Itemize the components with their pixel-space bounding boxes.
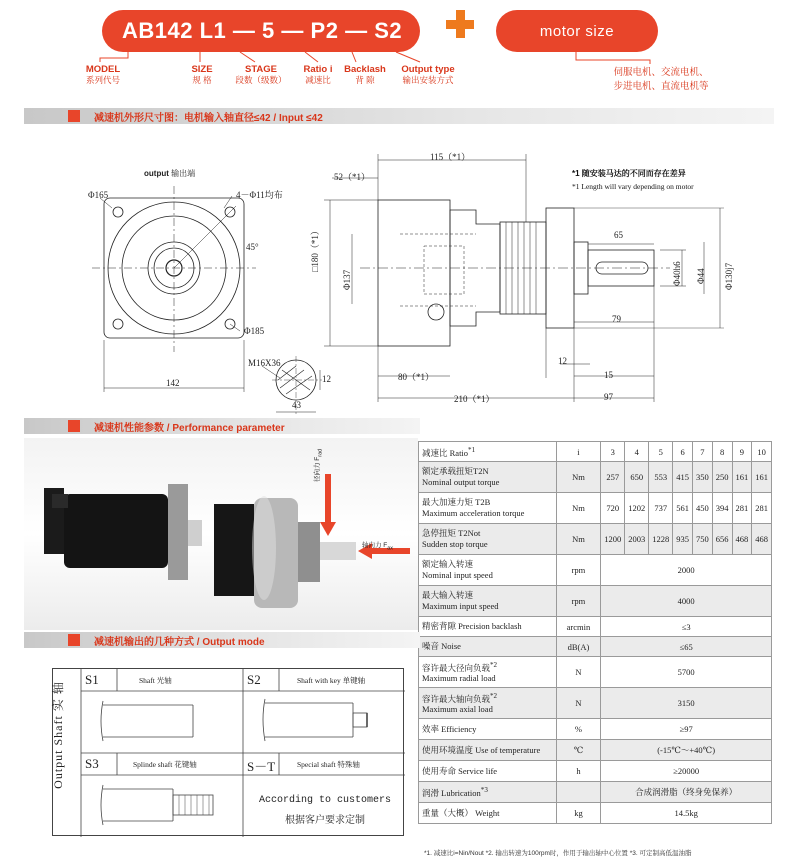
row-unit: N — [556, 688, 601, 719]
side-view — [324, 154, 724, 402]
performance-table — [418, 441, 772, 824]
value-cell: 257 — [601, 462, 625, 493]
tag-size — [182, 64, 222, 86]
row-label-cn: 最大输入转速 — [422, 590, 474, 600]
value-cell: 450 — [693, 493, 713, 524]
row-unit: Nm — [556, 493, 601, 524]
value-cell: ≤3 — [601, 617, 772, 637]
row-label-cn: 最大加速力矩 T2B — [422, 497, 491, 507]
ratio-cell: 8 — [712, 442, 732, 462]
value-cell: 281 — [752, 493, 772, 524]
value-cell: 5700 — [601, 657, 772, 688]
value-cell: 14.5kg — [601, 803, 772, 824]
value-cell: 468 — [732, 524, 752, 555]
value-cell: 250 — [712, 462, 732, 493]
radial-force-sub: rad — [317, 448, 324, 457]
section-title: 减速机输出的几种方式 / Output mode — [94, 636, 265, 648]
ratio-cell: 6 — [673, 442, 693, 462]
shaft-spline-icon — [101, 785, 213, 825]
table-row — [419, 586, 772, 617]
row-unit: dB(A) — [556, 637, 601, 657]
row-label-cn: 急停扭矩 T2Not — [422, 528, 481, 538]
dim-thread: M16X36 — [248, 358, 281, 368]
row-unit: kg — [556, 803, 601, 824]
output-label-en: output — [144, 169, 169, 178]
dim-d130: Φ130j7 — [724, 262, 734, 290]
row-label-en: Maximum axial load — [422, 704, 493, 715]
dim-80: 80（*1） — [398, 372, 435, 382]
row-label-en: Sudden stop torque — [422, 539, 488, 549]
value-cell: 2000 — [601, 555, 772, 586]
section-square-icon — [68, 634, 80, 646]
row-label — [419, 782, 557, 803]
table-row — [419, 493, 772, 524]
output-mode-table — [52, 668, 404, 836]
dim-sq180: □180（*1） — [310, 226, 320, 272]
desc-s3: Splinde shaft 花键轴 — [133, 760, 197, 769]
radial-force-label — [312, 449, 323, 482]
output-label — [144, 168, 195, 179]
row-label-en: Maximum acceleration torque — [422, 508, 525, 518]
custom-cn: 根据客户要求定制 — [285, 815, 365, 826]
row-label: 效率 Efficiency — [419, 719, 557, 740]
row-unit: Nm — [556, 462, 601, 493]
product-photo — [24, 438, 418, 630]
row-label-cn: 容许最大轴向负载 — [422, 693, 491, 704]
tag-cn: 系列代号 — [85, 75, 120, 85]
tag-ratio — [298, 64, 338, 86]
value-cell: 2003 — [625, 524, 649, 555]
front-view — [92, 186, 322, 416]
dim-d185: Φ185 — [244, 326, 265, 336]
value-cell: 281 — [732, 493, 752, 524]
value-cell: 415 — [673, 462, 693, 493]
section-bar-dimensions — [24, 108, 774, 124]
tag-output-type — [398, 64, 458, 86]
cell-sup: *2 — [490, 660, 498, 669]
value-cell: 656 — [712, 524, 732, 555]
row-label-en: Nominal input speed — [422, 570, 493, 580]
model-code-part: L1 — [199, 18, 227, 43]
code-s1: S1 — [85, 672, 99, 687]
tag-stage — [232, 64, 290, 86]
section-bar-output-mode — [24, 632, 420, 648]
row-unit: % — [556, 719, 601, 740]
row-unit: rpm — [556, 555, 601, 586]
ratio-cell: 10 — [752, 442, 772, 462]
motor-types-line: 步进电机、直流电机等 — [613, 81, 709, 92]
value-cell: 650 — [625, 462, 649, 493]
table-row — [419, 740, 772, 761]
dim-holes: 4－Φ11均布 — [236, 190, 283, 200]
dim-angle: 45° — [246, 242, 259, 252]
motor-size-pill: motor size — [496, 10, 658, 52]
table-row — [419, 555, 772, 586]
table-row — [419, 524, 772, 555]
value-cell: 553 — [649, 462, 673, 493]
value-cell: ≥97 — [601, 719, 772, 740]
dim-flange-len: 52（*1） — [334, 172, 371, 182]
tag-cn: 输出安装方式 — [402, 75, 454, 85]
model-code-part: — — [345, 18, 368, 43]
ratio-cell: 7 — [693, 442, 713, 462]
value-cell: 350 — [693, 462, 713, 493]
row-unit: N — [556, 657, 601, 688]
row-unit: arcmin — [556, 617, 601, 637]
table-row — [419, 719, 772, 740]
value-cell: ≥20000 — [601, 761, 772, 782]
cell-sup: *3 — [480, 786, 488, 795]
axial-force-text: 轴向力 F — [362, 542, 388, 549]
row-label-cn: 额定承载扭矩T2N — [422, 466, 489, 476]
desc-st: Special shaft 特殊轴 — [297, 760, 360, 769]
row-label-en: Maximum input speed — [422, 601, 499, 611]
row-label-cn: 额定输入转速 — [422, 559, 474, 569]
dim-key-h: 12 — [322, 374, 331, 384]
row-label-en: Maximum radial load — [422, 673, 496, 684]
value-cell: 161 — [752, 462, 772, 493]
tag-en: STAGE — [244, 64, 278, 75]
row-unit: Nm — [556, 524, 601, 555]
row-label: 使用寿命 Service life — [419, 761, 557, 782]
section-square-icon — [68, 420, 80, 432]
dim-d44: Φ44 — [696, 268, 706, 284]
tag-cn: 规 格 — [192, 75, 212, 85]
section-title: 减速机性能参数 / Performance parameter — [94, 422, 285, 434]
row-label — [419, 462, 557, 493]
table-row — [419, 761, 772, 782]
dim-15: 15 — [604, 370, 613, 380]
tag-model — [80, 64, 126, 86]
value-cell: 合成润滑脂（终身免保养） — [601, 782, 772, 803]
dim-top-len: 115（*1） — [430, 152, 471, 162]
row-label: 精密背隙 Precision backlash — [419, 617, 557, 637]
value-cell: 720 — [601, 493, 625, 524]
value-cell: 1200 — [601, 524, 625, 555]
row-label-cn: 润滑 Lubrication — [422, 787, 481, 798]
row-unit: h — [556, 761, 601, 782]
value-cell: 561 — [673, 493, 693, 524]
value-cell: (-15℃～+40℃) — [601, 740, 772, 761]
row-label — [419, 555, 557, 586]
motor-types — [606, 66, 716, 94]
model-code-part: P2 — [310, 18, 339, 43]
cell-text: 减速比 Ratio — [422, 447, 469, 458]
shaft-key-icon — [263, 699, 367, 741]
table-row — [419, 442, 772, 462]
row-unit — [556, 782, 601, 803]
table-row — [419, 462, 772, 493]
model-code-part: 5 — [262, 18, 275, 43]
row-label — [419, 524, 557, 555]
value-cell: 935 — [673, 524, 693, 555]
dim-79: 79 — [612, 314, 621, 324]
value-cell: 3150 — [601, 688, 772, 719]
row-label — [419, 493, 557, 524]
ratio-cell: 5 — [649, 442, 673, 462]
ratio-cell: 9 — [732, 442, 752, 462]
row-label: 重量（大概） Weight — [419, 803, 557, 824]
ratio-cell: 4 — [625, 442, 649, 462]
table-row — [419, 803, 772, 824]
value-cell: 468 — [752, 524, 772, 555]
value-cell: 750 — [693, 524, 713, 555]
cell-sup: *2 — [490, 691, 498, 700]
table-row — [419, 637, 772, 657]
section-square-icon — [68, 110, 80, 122]
dim-key-w: 43 — [292, 400, 301, 410]
section-title: 减速机外形尺寸图：电机输入轴直径≤42 / Input ≤42 — [94, 112, 323, 124]
table-row — [419, 688, 772, 719]
dim-12: 12 — [558, 356, 567, 366]
row-label — [419, 586, 557, 617]
tag-en: Output type — [401, 64, 455, 75]
code-s2: S2 — [247, 672, 261, 687]
row-label-en: Nominal output torque — [422, 477, 500, 487]
section-bar-performance — [24, 418, 420, 434]
model-code-part: AB142 — [122, 18, 193, 43]
dim-d40: Φ40h6 — [672, 261, 682, 286]
note-cn: *1 随安装马达的不同而存在差异 — [572, 169, 686, 178]
value-cell: 737 — [649, 493, 673, 524]
tag-cn: 段数（级数） — [235, 75, 287, 85]
value-cell: 1202 — [625, 493, 649, 524]
output-shaft-label: Output Shaft 实 轴 — [51, 681, 65, 789]
dim-d137: Φ137 — [342, 269, 352, 290]
row-unit: rpm — [556, 586, 601, 617]
motor-types-line: 伺服电机、交流电机、 — [613, 67, 709, 78]
ratio-cell: 3 — [601, 442, 625, 462]
desc-s1: Shaft 光轴 — [139, 676, 172, 685]
dim-d165: Φ165 — [88, 190, 109, 200]
row-label — [419, 657, 557, 688]
value-cell: 161 — [732, 462, 752, 493]
note-en: *1 Length will vary depending on motor — [572, 182, 694, 191]
tag-cn: 背 隙 — [355, 75, 375, 85]
dim-width: 142 — [166, 378, 180, 388]
output-label-cn: 输出端 — [171, 169, 196, 178]
radial-force-text: 径向力 F — [314, 456, 321, 482]
model-code-part: — — [281, 18, 304, 43]
tag-cn: 减速比 — [305, 75, 331, 85]
custom-en: According to customers — [258, 795, 392, 806]
row-label — [419, 688, 557, 719]
table-footnote: *1. 减速比i=Nin/Nout *2. 输出转速为100rpm时，作用于输出轴中心位置 *3. 可定制高低温油脂 — [424, 850, 692, 857]
dim-97: 97 — [604, 392, 613, 402]
desc-s2: Shaft with key 单键轴 — [297, 676, 366, 685]
row-unit: ℃ — [556, 740, 601, 761]
tag-en: Ratio i — [303, 64, 333, 75]
axial-force-label — [362, 540, 393, 551]
model-code-part: S2 — [374, 18, 403, 43]
row-label-cn: 容许最大径向负载 — [422, 662, 491, 673]
row-label: 噪音 Noise — [419, 637, 557, 657]
tag-en: Backlash — [344, 64, 386, 75]
tag-backlash — [342, 64, 388, 86]
tag-en: SIZE — [191, 64, 213, 75]
axial-force-sub: ax — [387, 545, 393, 552]
row-label: 使用环境温度 Use of temperature — [419, 740, 557, 761]
value-cell: 394 — [712, 493, 732, 524]
ratio-header-label — [419, 442, 557, 462]
tag-en: MODEL — [85, 64, 121, 75]
ratio-header-unit: i — [556, 442, 601, 462]
model-code-part: — — [232, 18, 256, 43]
dim-65: 65 — [614, 230, 623, 240]
value-cell: 1228 — [649, 524, 673, 555]
dim-210: 210（*1） — [454, 394, 495, 404]
code-s3: S3 — [85, 756, 99, 771]
table-row — [419, 617, 772, 637]
value-cell: 4000 — [601, 586, 772, 617]
code-st: S－T — [247, 759, 276, 774]
value-cell: ≤65 — [601, 637, 772, 657]
gearbox-motor-illustration — [24, 438, 418, 630]
cell-sup: *1 — [468, 445, 476, 454]
table-row — [419, 782, 772, 803]
shaft-plain-icon — [101, 701, 193, 741]
table-row — [419, 657, 772, 688]
